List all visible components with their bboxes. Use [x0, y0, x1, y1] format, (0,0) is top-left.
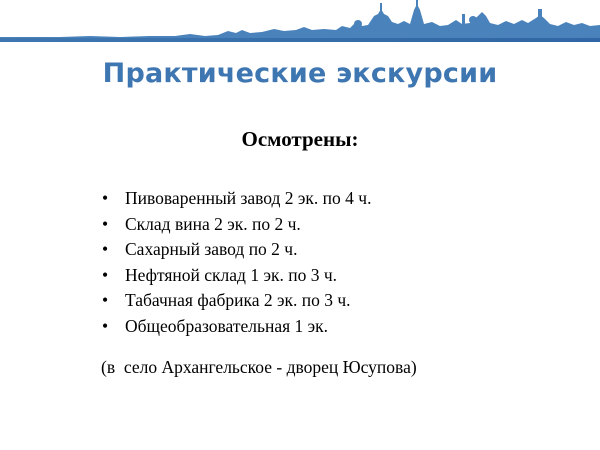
footnote: (в село Архангельское - дворец Юсупова) [101, 357, 417, 377]
bullet-icon: • [102, 213, 109, 234]
list-item-text: Общеобразовательная 1 эк. [125, 315, 329, 336]
list-item-text: Пивоваренный завод 2 эк. по 4 ч. [125, 188, 372, 208]
bullet-icon: • [102, 188, 109, 208]
list-item-text: Склад вина 2 эк. по 2 ч. [125, 213, 301, 234]
list-item [102, 263, 371, 289]
bullet-icon: • [102, 239, 109, 260]
list-item [102, 212, 371, 238]
list-item [102, 186, 371, 212]
slide-title: Практические экскурсии [102, 58, 498, 89]
excursion-list [102, 186, 371, 340]
list-item-text: Нефтяной склад 1 эк. по 3 ч. [125, 264, 338, 285]
bullet-icon: • [102, 264, 109, 285]
list-item-text: Табачная фабрика 2 эк. по 3 ч. [125, 290, 351, 311]
list-item-text: Сахарный завод по 2 ч. [125, 239, 298, 260]
bullet-icon: • [102, 290, 109, 311]
list-item [102, 288, 371, 314]
list-item [102, 237, 371, 263]
bullet-icon: • [102, 315, 109, 336]
list-item [102, 314, 371, 340]
city-skyline-banner [0, 0, 600, 44]
slide-subtitle: Осмотрены: [241, 127, 359, 151]
